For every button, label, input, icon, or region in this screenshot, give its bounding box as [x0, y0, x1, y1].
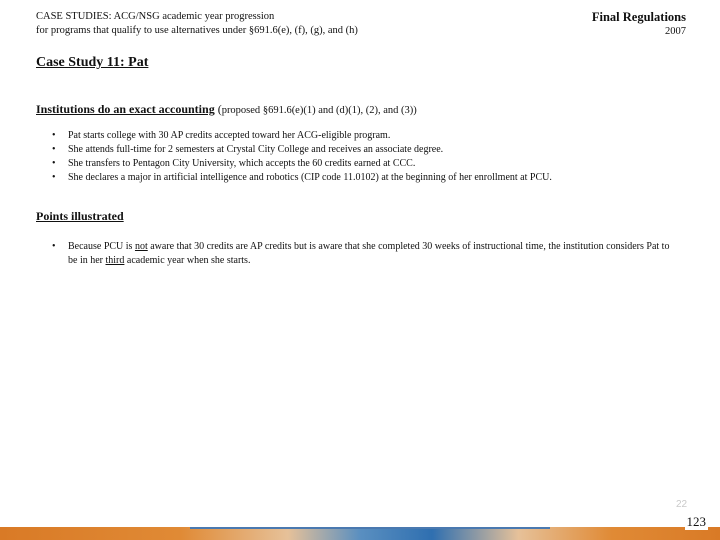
- case-facts-list: [52, 129, 552, 185]
- point-emphasis-third: third: [105, 255, 125, 266]
- regulation-year: 2007: [665, 26, 686, 37]
- header-line-2: for programs that qualify to use alternatives under §691.6(e), (f), (g), and (h): [36, 25, 358, 36]
- point-emphasis-not: not: [134, 241, 148, 252]
- header-title-block: [592, 9, 686, 39]
- points-list: [52, 240, 672, 268]
- list-item: • She declares a major in artificial intelligence and robotics (CIP code 11.0102) at the beginning of her enrollment at PCU.: [52, 171, 552, 185]
- regulation-title: Final Regulations: [591, 10, 686, 24]
- page-number: 123: [686, 514, 706, 529]
- case-study-title: Case Study 11: Pat: [36, 55, 149, 70]
- section-heading-paren: (: [217, 102, 222, 116]
- point-text-1: Because PCU is: [68, 241, 135, 252]
- section-heading-bold: Institutions do an exact accounting: [36, 102, 215, 116]
- list-item: [52, 240, 672, 268]
- footer-accent-line: [190, 527, 550, 529]
- section-heading-points: Points illustrated: [36, 209, 124, 223]
- header-subtitle: [36, 10, 358, 38]
- slide-number: 22: [676, 499, 688, 510]
- section-heading-accounting: [36, 102, 417, 117]
- section-heading-proposed: proposed: [221, 105, 261, 116]
- list-item: • She transfers to Pentagon City University, which accepts the 60 credits earned at CCC.: [52, 157, 552, 171]
- header-line-1: CASE STUDIES: ACG/NSG academic year progression: [36, 11, 275, 22]
- list-item: • She attends full-time for 2 semesters at Crystal City College and receives an associate degree.: [52, 143, 552, 157]
- footer-bar: [0, 527, 720, 540]
- point-text-2: aware that 30 credits are AP credits but is aware that she completed 30 weeks of instructional time, the institution considers Pat to be in her: [68, 241, 670, 266]
- section-heading-citation: §691.6(e)(1) and (d)(1), (2), and (3)): [260, 105, 417, 116]
- point-text-3: academic year when she starts.: [124, 255, 251, 266]
- list-item: • Pat starts college with 30 AP credits accepted toward her ACG-eligible program.: [52, 129, 552, 143]
